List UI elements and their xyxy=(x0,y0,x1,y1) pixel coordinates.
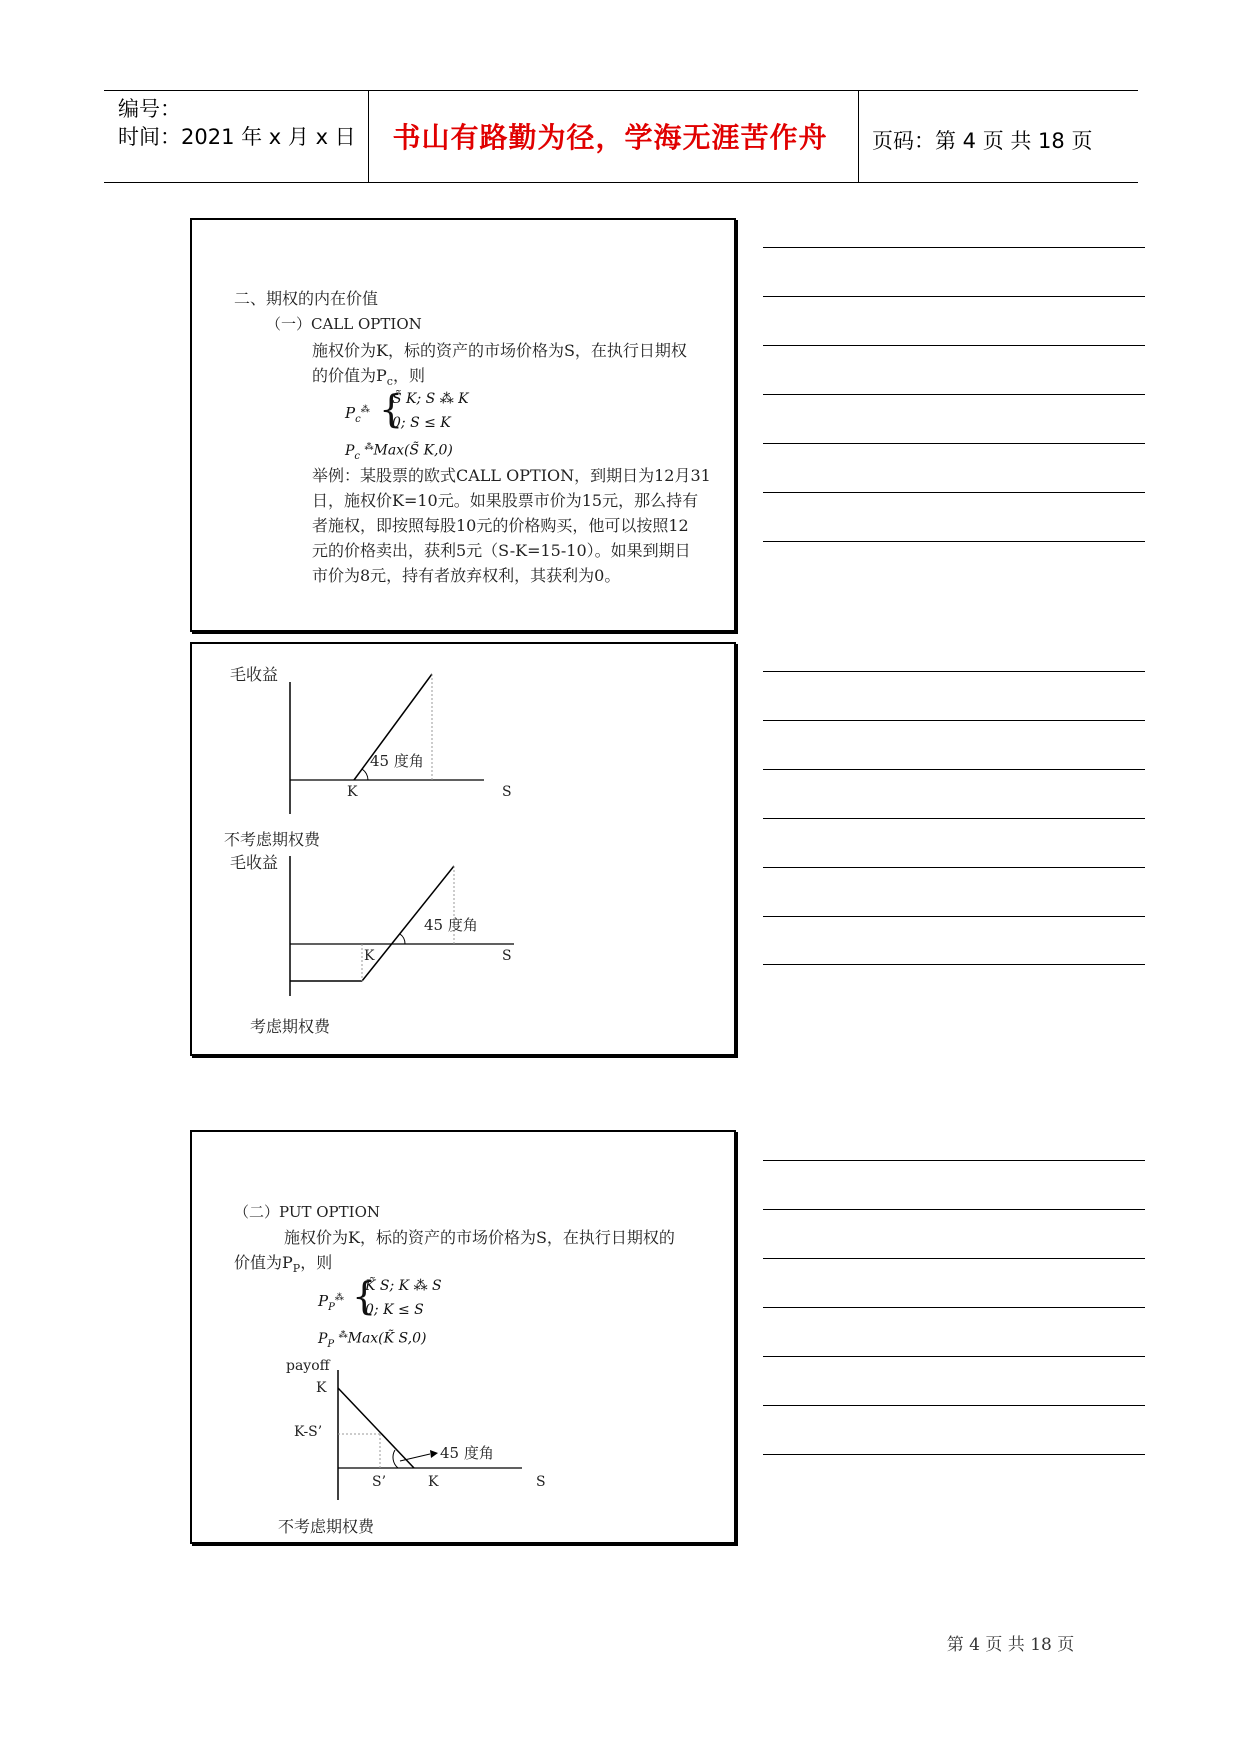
footer-page-number: 第 4 页 共 18 页 xyxy=(946,1635,1075,1655)
note-line xyxy=(763,1160,1145,1161)
put-intro-line-2-text: 价值为P xyxy=(234,1253,293,1272)
header-divider-left xyxy=(368,90,369,182)
put-formula-case-2: 0; K ≤ S xyxy=(365,1302,424,1318)
header-top-rule xyxy=(104,90,1138,91)
slide-subheading: （一）CALL OPTION xyxy=(266,315,422,333)
chart2-angle-label: 45 度角 xyxy=(424,916,478,934)
call-payoff-chart-with-premium xyxy=(290,856,514,996)
slide-heading: 二、期权的内在价值 xyxy=(234,289,379,308)
note-line xyxy=(763,394,1145,395)
example-line-2: 日，施权价K=10元。如果股票市价为15元，那么持有 xyxy=(312,491,699,510)
example-line-1: 举例：某股票的欧式CALL OPTION，到期日为12月31 xyxy=(312,466,711,485)
call-payoff-chart-no-premium xyxy=(290,674,484,814)
put-y-label: payoff xyxy=(286,1358,330,1374)
formula-case-2: 0; S ≤ K xyxy=(392,415,451,431)
header-divider-right xyxy=(858,90,859,182)
note-line xyxy=(763,443,1145,444)
formula-max-line xyxy=(345,442,453,461)
put-s-label: S xyxy=(536,1474,546,1490)
chart1-y-label: 毛收益 xyxy=(230,665,279,684)
note-line xyxy=(763,964,1145,965)
note-line xyxy=(763,671,1145,672)
chart1-s-label: S xyxy=(502,784,512,800)
put-k-label: K xyxy=(428,1474,439,1490)
put-angle-label: 45 度角 xyxy=(440,1444,494,1462)
note-line xyxy=(763,541,1145,542)
note-line xyxy=(763,1454,1145,1455)
slide-put-option xyxy=(190,1130,736,1544)
note-line xyxy=(763,867,1145,868)
note-line xyxy=(763,296,1145,297)
note-line xyxy=(763,769,1145,770)
slide-call-payoff-charts xyxy=(190,642,736,1056)
put-intro-line-1: 施权价为K，标的资产的市场价格为S，在执行日期权的 xyxy=(284,1228,675,1247)
header-motto: 书山有路勤为径，学海无涯苦作舟 xyxy=(392,121,828,154)
note-line xyxy=(763,1258,1145,1259)
put-k-y-label: K xyxy=(316,1380,327,1396)
note-line xyxy=(763,247,1145,248)
put-payoff-diagram xyxy=(192,1132,734,1542)
note-line xyxy=(763,1405,1145,1406)
put-formula-lhs-subscript: P xyxy=(328,1302,335,1313)
note-line xyxy=(763,1356,1145,1357)
header-bottom-rule xyxy=(104,182,1138,183)
formula-brace: { xyxy=(379,387,404,431)
put-caption: 不考虑期权费 xyxy=(278,1517,375,1536)
chart2-angle-arc xyxy=(400,934,405,944)
put-subheading: （二）PUT OPTION xyxy=(234,1203,380,1221)
intro-line-2-tail: ，则 xyxy=(392,366,425,385)
page-footer xyxy=(0,1630,1241,1655)
formula-lhs-symbol: P xyxy=(345,404,356,422)
slide-call-option-intro xyxy=(190,218,736,632)
put-formula-max-expression: Max(K̃ S,0) xyxy=(347,1330,427,1347)
note-line xyxy=(763,1209,1145,1210)
example-line-3: 者施权，即按照每股10元的价格购买，他可以按照12 xyxy=(312,516,689,535)
put-angle-arc xyxy=(393,1450,398,1468)
put-formula-equals-glyph: ⁂ xyxy=(334,1293,344,1303)
intro-line-2-subscript: c xyxy=(386,375,393,389)
note-line xyxy=(763,492,1145,493)
intro-line-1: 施权价为K，标的资产的市场价格为S，在执行日期权 xyxy=(312,341,687,360)
put-formula-case-1: K̃ S; K ⁂ S xyxy=(365,1278,442,1294)
put-intro-line-2-subscript: P xyxy=(292,1262,301,1276)
intro-line-2-text: 的价值为P xyxy=(312,366,387,385)
formula-lhs-subscript: c xyxy=(355,414,361,425)
note-line xyxy=(763,345,1145,346)
chart2-s-label: S xyxy=(502,948,512,964)
formula-lhs xyxy=(345,404,370,425)
put-intro-line-2-tail: ，则 xyxy=(300,1253,333,1272)
formula-max-expression: Max(S̃ K,0) xyxy=(373,442,453,459)
put-payoff-line xyxy=(338,1388,414,1468)
example-line-4: 元的价格卖出，获利5元（S-K=15-10）。如果到期日 xyxy=(312,541,691,560)
put-formula-lhs-symbol: P xyxy=(318,1292,329,1310)
document-number-label: 编号： xyxy=(118,97,181,121)
put-formula-max-lhs: $P_P$ ⁂ xyxy=(318,1330,348,1350)
note-line xyxy=(763,916,1145,917)
put-arrow-head xyxy=(430,1450,438,1458)
formula-case-1: S̃ K; S ⁂ K xyxy=(392,391,469,407)
put-s-prime-label: S’ xyxy=(372,1474,387,1490)
note-line xyxy=(763,720,1145,721)
document-time-label: 时间：2021 年 x 月 x 日 xyxy=(118,125,356,149)
chart1-k-label: K xyxy=(347,784,358,800)
chart1-angle-label: 45 度角 xyxy=(370,752,424,770)
put-formula-brace: { xyxy=(352,1274,377,1318)
example-line-5: 市价为8元，持有者放弃权利，其获利为0。 xyxy=(312,566,621,585)
chart2-caption: 考虑期权费 xyxy=(250,1017,331,1036)
chart1-angle-arc xyxy=(362,769,368,780)
formula-max-lhs: $P_c$ ⁂ xyxy=(345,442,374,462)
note-line xyxy=(763,818,1145,819)
chart2-k-label: K xyxy=(364,948,375,964)
header-page-label: 页码：第 4 页 共 18 页 xyxy=(872,129,1093,153)
formula-equals-glyph: ⁂ xyxy=(360,405,370,415)
chart1-caption: 不考虑期权费 xyxy=(224,830,321,849)
put-ks-label: K-S’ xyxy=(294,1424,323,1440)
intro-line-2 xyxy=(312,363,425,394)
note-line xyxy=(763,1307,1145,1308)
chart2-y-label: 毛收益 xyxy=(230,853,279,872)
